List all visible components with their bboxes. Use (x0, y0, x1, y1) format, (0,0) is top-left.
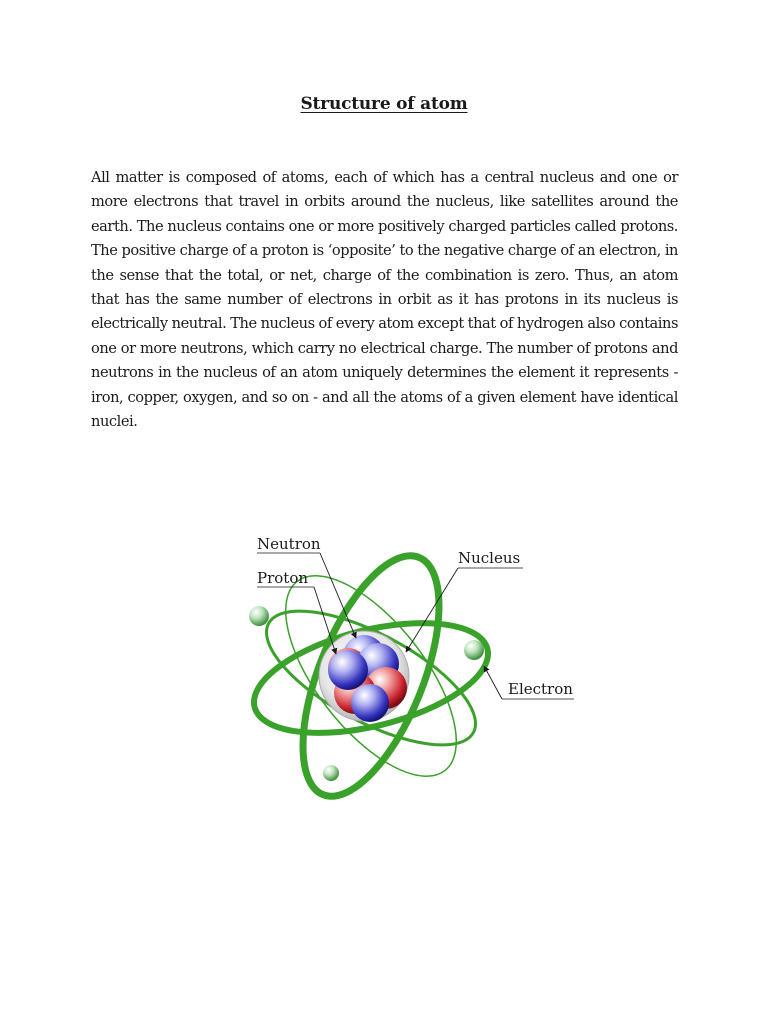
label-electron: Electron (508, 680, 573, 698)
body-paragraph: All matter is composed of atoms, each of which has a central nucleus and one or more electrons that travel in orbits around the nucleus, like satellites around the earth. The nucleus contains one or more positively charged particles called protons. The positive charge of a proton is ‘opposite’ to the negative charge of an electron, in the sense that the total, or net, charge of the combination is zero. Thus, an atom that has the same number of electrons in orbit as it has protons in its nucleus is electrically neutral. The nucleus of every atom except that of hydrogen also contains one or more neutrons, which carry no electrical charge. The number of protons and neutrons in the nucleus of an atom uniquely determines the element it represents - iron, copper, oxygen, and so on - and all the atoms of a given element have identical nuclei. (91, 169, 678, 431)
neutron-particle (328, 650, 368, 690)
electron-particle (249, 606, 269, 626)
atom-diagram (240, 528, 590, 818)
label-proton: Proton (257, 569, 309, 587)
label-nucleus: Nucleus (458, 549, 521, 567)
atom-diagram-svg (240, 528, 590, 818)
electron-particle (323, 765, 339, 781)
page-title: Structure of atom (300, 94, 468, 114)
electron-particle (464, 640, 484, 660)
neutron-particle (351, 684, 389, 722)
label-neutron: Neutron (257, 535, 321, 553)
